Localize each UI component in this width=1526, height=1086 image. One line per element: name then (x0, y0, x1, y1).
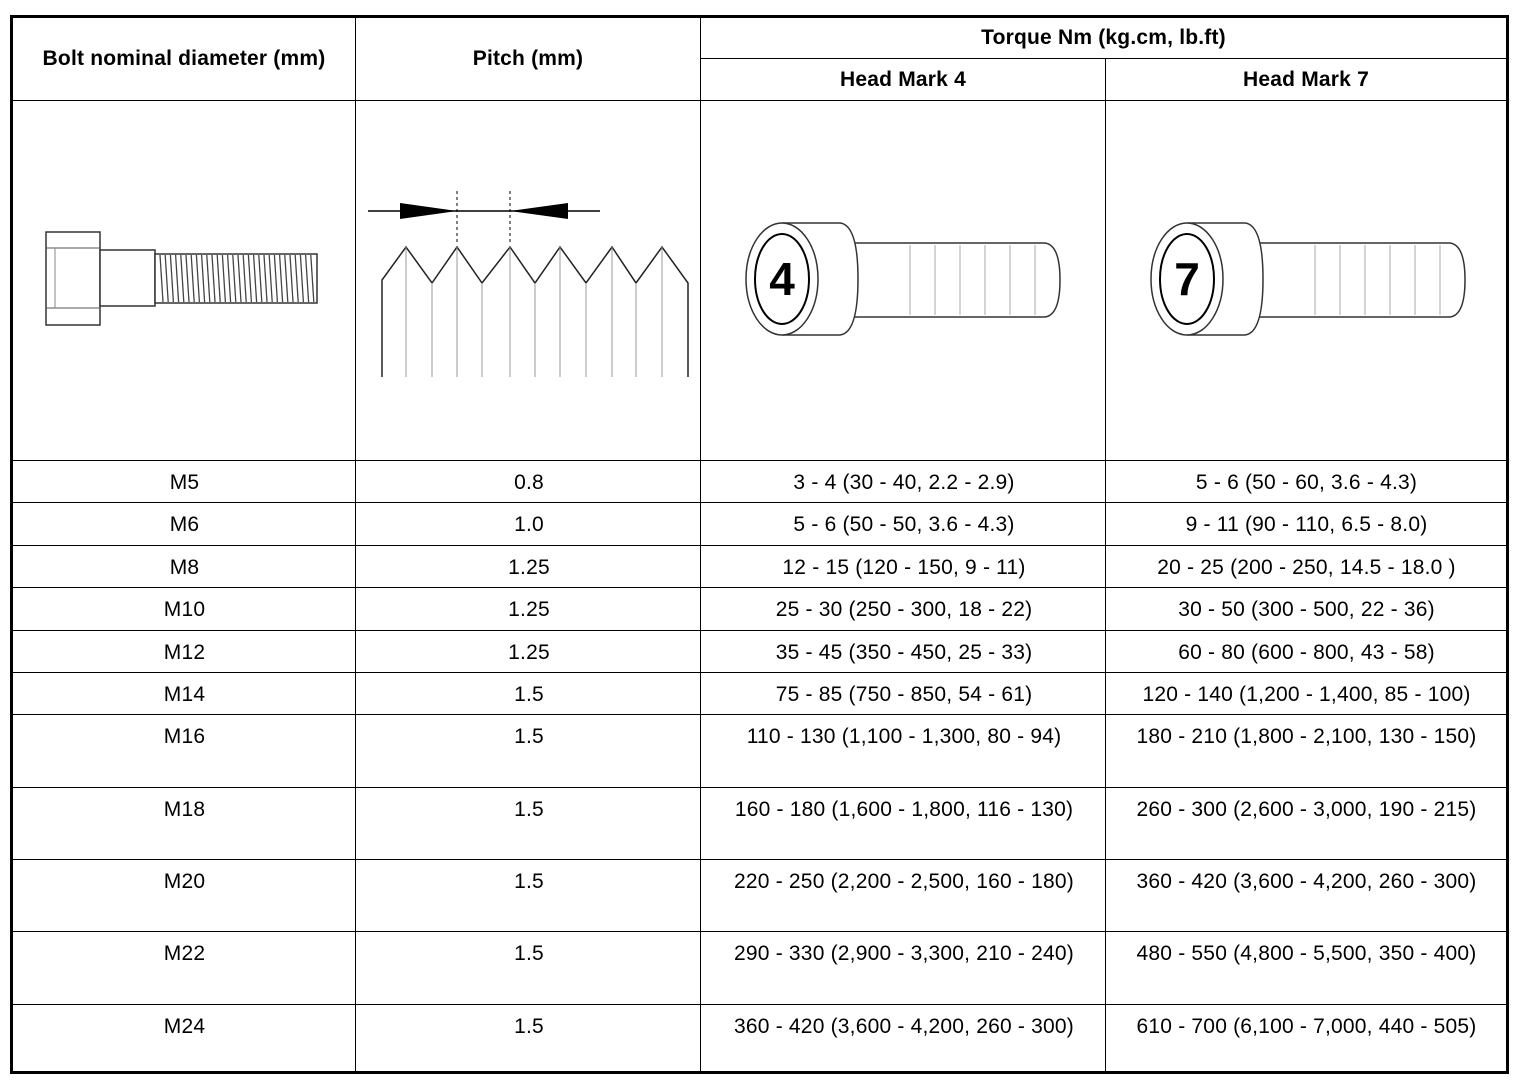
head-mark-4-torque-cell: 160 - 180 (1,600 - 1,800, 116 - 130) (734, 798, 1074, 821)
rule-header-bottom (13, 100, 1506, 101)
bolt-head-mark-4-icon (740, 215, 1070, 345)
pitch-cell: 1.5 (514, 942, 544, 965)
head-mark-7-torque-cell: 120 - 140 (1,200 - 1,400, 85 - 100) (1142, 683, 1471, 706)
rule-row-0 (13, 460, 1506, 461)
bolt-size-cell: M16 (163, 725, 206, 748)
head-mark-4-torque-cell: 360 - 420 (3,600 - 4,200, 260 - 300) (734, 1015, 1074, 1038)
head-mark-4-torque-cell: 290 - 330 (2,900 - 3,300, 210 - 240) (734, 942, 1074, 965)
bolt-size-cell: M6 (169, 513, 200, 536)
head-mark-7-torque-cell: 5 - 6 (50 - 60, 3.6 - 4.3) (1195, 471, 1418, 494)
head-mark-7-torque-cell: 180 - 210 (1,800 - 2,100, 130 - 150) (1136, 725, 1477, 748)
bolt-size-cell: M8 (169, 556, 200, 579)
rule-row-9 (13, 931, 1506, 932)
pitch-cell: 1.25 (508, 556, 550, 579)
bolt-head-mark-7-icon (1145, 215, 1475, 345)
rule-row-3 (13, 587, 1506, 588)
rule-row-8 (13, 859, 1506, 860)
pitch-cell: 1.5 (514, 870, 544, 893)
head-mark-4-torque-cell: 25 - 30 (250 - 300, 18 - 22) (775, 598, 1033, 621)
head-mark-4-torque-cell: 75 - 85 (750 - 850, 54 - 61) (775, 683, 1033, 706)
bolt-size-cell: M5 (169, 471, 200, 494)
pitch-cell: 1.5 (514, 683, 544, 706)
rule-row-10 (13, 1004, 1506, 1005)
head-mark-7-label: 7 (1174, 253, 1200, 305)
bolt-size-cell: M24 (163, 1015, 206, 1038)
pitch-cell: 1.25 (508, 598, 550, 621)
head-mark-4-label: 4 (769, 253, 795, 305)
header-torque: Torque Nm (kg.cm, lb.ft) (981, 26, 1226, 49)
head-mark-7-torque-cell: 260 - 300 (2,600 - 3,000, 190 - 215) (1136, 798, 1477, 821)
header-head-mark-4: Head Mark 4 (840, 67, 966, 91)
head-mark-4-torque-cell: 220 - 250 (2,200 - 2,500, 160 - 180) (734, 870, 1074, 893)
head-mark-7-torque-cell: 60 - 80 (600 - 800, 43 - 58) (1178, 641, 1435, 664)
thread-pitch-icon (360, 185, 695, 385)
bolt-icon (40, 220, 330, 340)
bolt-size-cell: M10 (163, 598, 206, 621)
header-pitch: Pitch (mm) (472, 47, 584, 70)
pitch-cell: 1.5 (514, 725, 544, 748)
head-mark-7-torque-cell: 480 - 550 (4,800 - 5,500, 350 - 400) (1136, 942, 1477, 965)
bolt-size-cell: M22 (163, 942, 206, 965)
head-mark-4-torque-cell: 110 - 130 (1,100 - 1,300, 80 - 94) (746, 725, 1062, 748)
head-mark-7-torque-cell: 610 - 700 (6,100 - 7,000, 440 - 505) (1136, 1015, 1477, 1038)
pitch-cell: 1.25 (508, 641, 550, 664)
head-mark-7-torque-cell: 20 - 25 (200 - 250, 14.5 - 18.0 ) (1157, 556, 1456, 579)
head-mark-7-torque-cell: 9 - 11 (90 - 110, 6.5 - 8.0) (1185, 513, 1428, 536)
bolt-size-cell: M12 (163, 641, 206, 664)
rule-row-5 (13, 672, 1506, 673)
pitch-cell: 0.8 (514, 471, 544, 494)
rule-row-6 (13, 714, 1506, 715)
header-bolt-diameter: Bolt nominal diameter (mm) (42, 47, 326, 70)
pitch-cell: 1.5 (514, 1015, 544, 1038)
pitch-cell: 1.5 (514, 798, 544, 821)
rule-row-4 (13, 630, 1506, 631)
head-mark-4-torque-cell: 3 - 4 (30 - 40, 2.2 - 2.9) (793, 471, 1015, 494)
head-mark-4-torque-cell: 12 - 15 (120 - 150, 9 - 11) (782, 556, 1026, 579)
header-head-mark-7: Head Mark 7 (1243, 67, 1369, 91)
bolt-size-cell: M14 (163, 683, 206, 706)
bolt-size-cell: M18 (163, 798, 206, 821)
rule-row-2 (13, 545, 1506, 546)
head-mark-7-torque-cell: 30 - 50 (300 - 500, 22 - 36) (1178, 598, 1435, 621)
rule-row-7 (13, 787, 1506, 788)
head-mark-4-torque-cell: 35 - 45 (350 - 450, 25 - 33) (775, 641, 1033, 664)
head-mark-4-torque-cell: 5 - 6 (50 - 50, 3.6 - 4.3) (793, 513, 1015, 536)
rule-torque-header (701, 58, 1506, 59)
pitch-cell: 1.0 (514, 513, 544, 536)
rule-row-1 (13, 502, 1506, 503)
bolt-size-cell: M20 (163, 870, 206, 893)
head-mark-7-torque-cell: 360 - 420 (3,600 - 4,200, 260 - 300) (1136, 870, 1477, 893)
